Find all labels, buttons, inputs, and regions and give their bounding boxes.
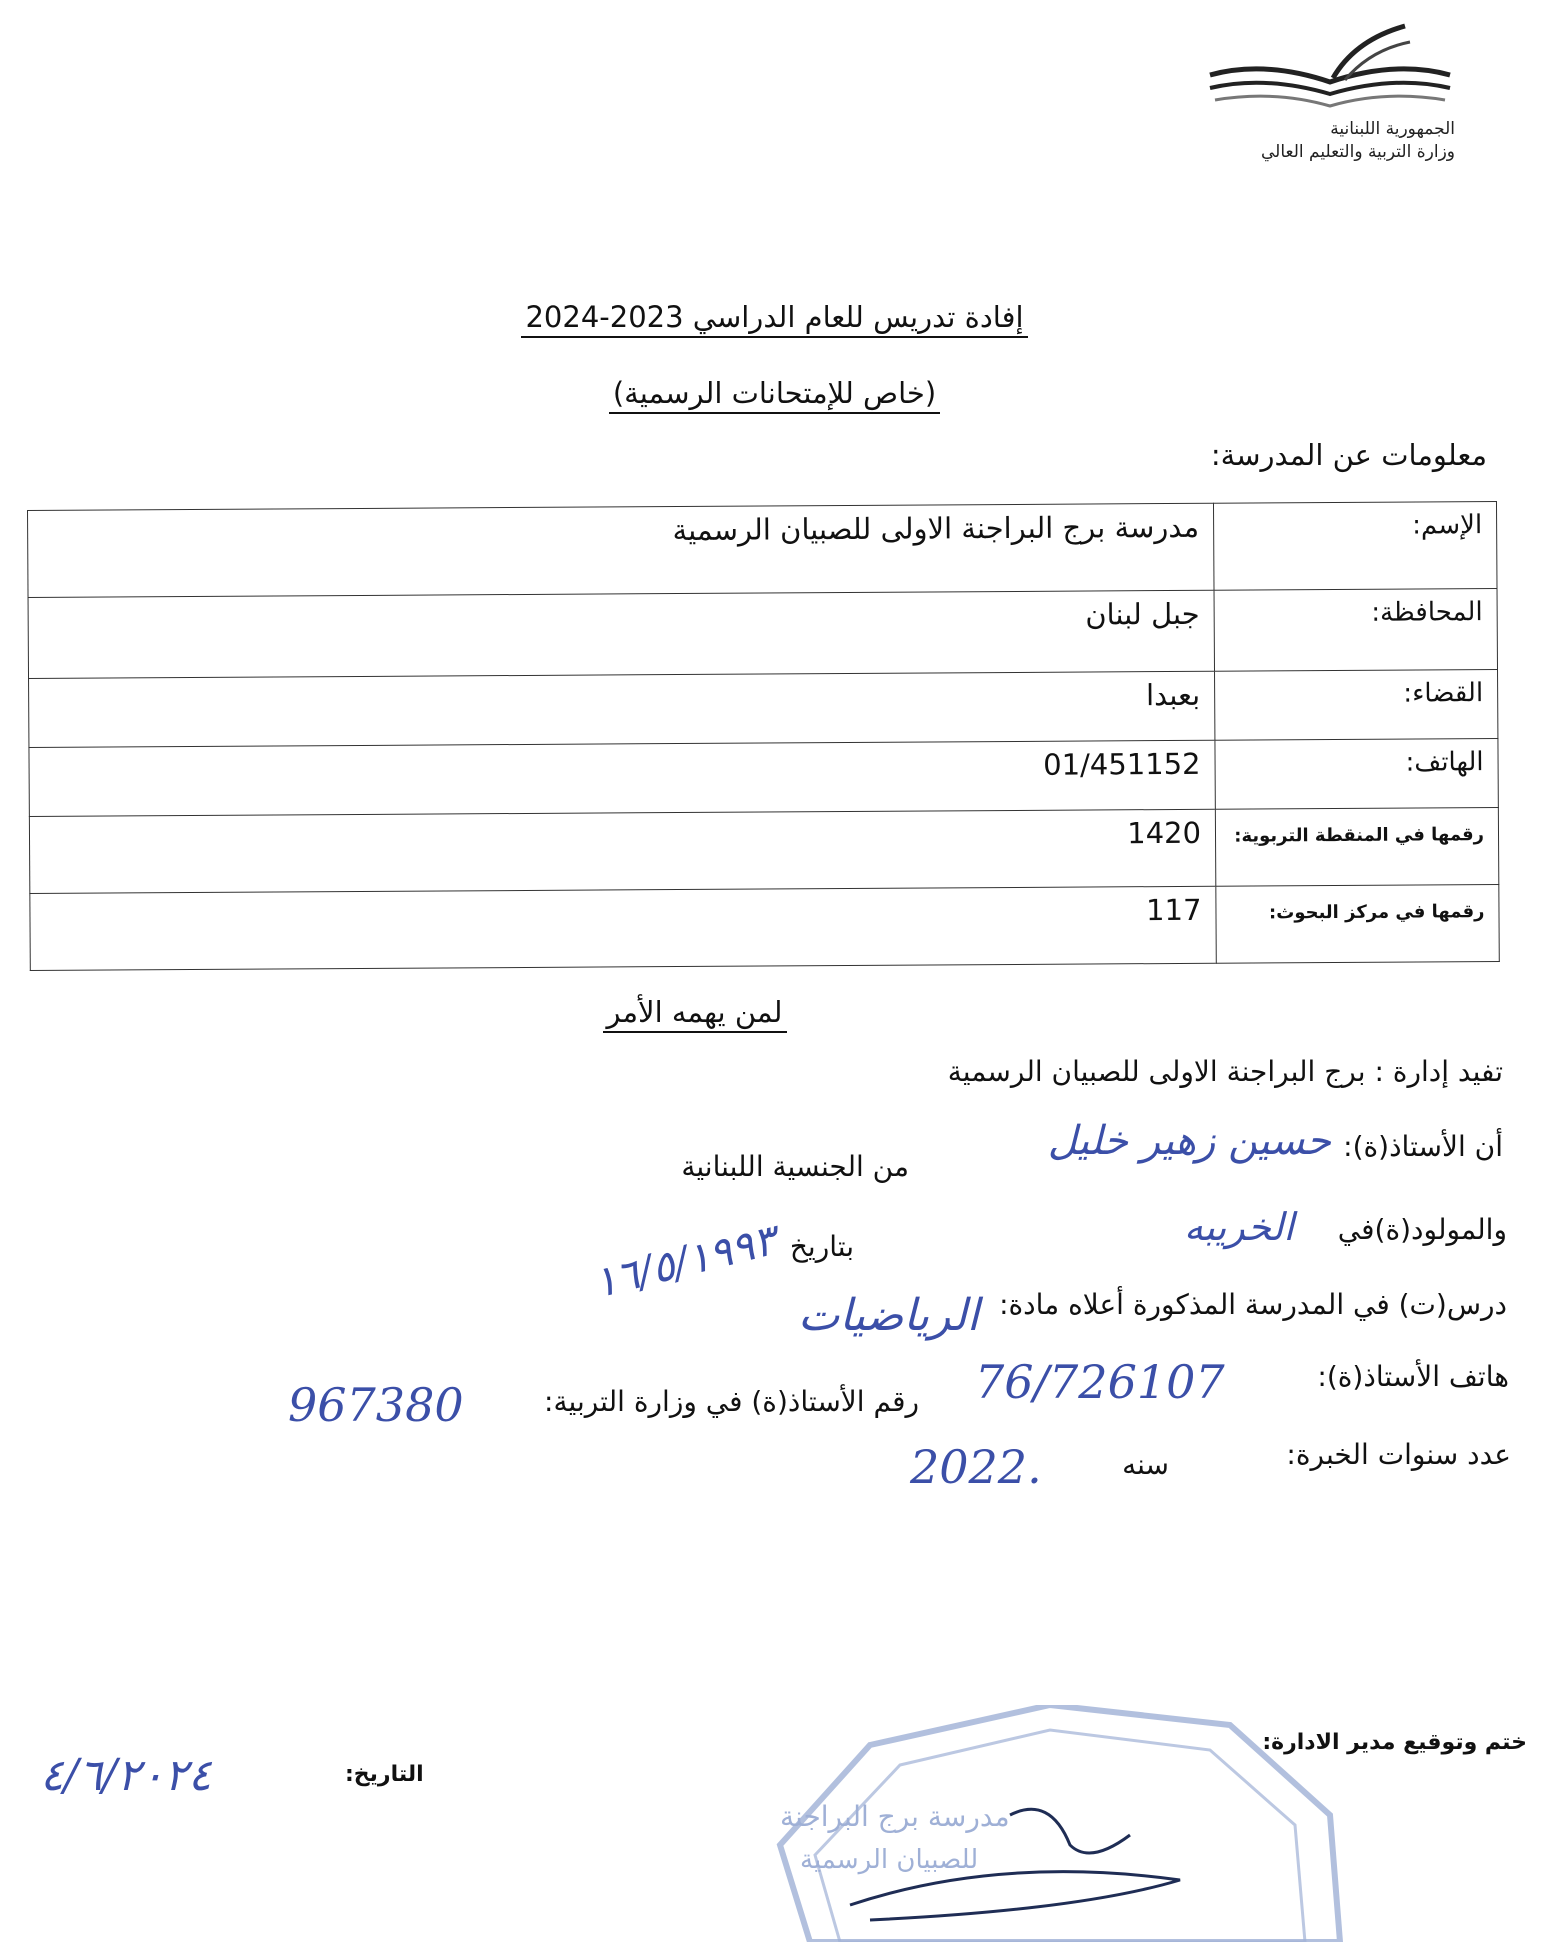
ministry-number: 967380 [288,1378,464,1432]
born-label: والمولود(ة)في [1337,1213,1507,1246]
row-label: الهاتف: [1215,739,1498,810]
row-value: جبل لبنان [28,590,1214,678]
ministry-number-label: رقم الأستاذ(ة) في وزارة التربية: [544,1385,919,1418]
row-label: الإسم: [1213,502,1497,591]
table-row [29,739,1498,817]
school-info-table [27,501,1500,971]
table-row [28,589,1497,679]
birth-date-label: بتاريخ [789,1230,854,1263]
date-label: التاريخ: [345,1762,424,1787]
row-label: القضاء: [1215,670,1498,741]
teacher-phone: 76/726107 [975,1355,1225,1409]
row-value: مدرسة برج البراجنة الاولى للصبيان الرسمية [28,503,1215,597]
row-value: 1420 [29,809,1215,893]
to-whom-heading: لمن يهمه الأمر [0,995,1469,1033]
document-subtitle: (خاص للإمتحانات الرسمية) [0,376,1549,414]
school-info-heading: معلومات عن المدرسة: [1210,438,1487,472]
nationality: من الجنسية اللبنانية [681,1150,909,1183]
signature-label: ختم وتوقيع مدير الادارة: [1262,1730,1527,1755]
row-value: 01/451152 [29,740,1215,816]
row-label: المحافظة: [1214,589,1497,672]
birth-date: ١٦/٥/١٩٩٣ [588,1215,781,1308]
teacher-name: حسين زهير خليل [1047,1118,1331,1164]
experience-label: عدد سنوات الخبرة: [1286,1438,1511,1471]
ministry-header [1135,118,1455,164]
ministry-name: وزارة التربية والتعليم العالي [1260,142,1455,162]
table-row [30,885,1499,971]
taught-subject-label: درس(ت) في المدرسة المذكورة أعلاه مادة: [999,1288,1507,1321]
document-title: إفادة تدريس للعام الدراسي 2023-2024 [0,300,1549,338]
stamp-text-2: للصبيان الرسمية [800,1845,979,1875]
teacher-label: أن الأستاذ(ة): [1343,1130,1503,1163]
table-row [29,670,1498,748]
experience-value: 2022. [910,1440,1042,1494]
teacher-phone-label: هاتف الأستاذ(ة): [1317,1360,1509,1393]
ministry-logo-icon [1205,20,1455,110]
stamp-text-1: مدرسة برج البراجنة [780,1800,1010,1833]
subject: الرياضيات [797,1290,979,1341]
table-row [28,502,1498,598]
date-value: ٤/٦/٢٠٢٤ [40,1750,212,1801]
table-row [29,808,1498,894]
birth-place: الخريبه [1183,1205,1294,1249]
row-label: رقمها في المنقطة التربوية: [1215,808,1498,887]
row-value: بعبدا [29,671,1215,747]
country-name: الجمهورية اللبنانية [1330,119,1455,139]
body-line-administration: تفيد إدارة : برج البراجنة الاولى للصبيان الرسمية [947,1055,1503,1088]
experience-unit: سنه [1122,1448,1169,1481]
row-value: 117 [30,886,1216,970]
row-label: رقمها في مركز البحوث: [1216,885,1499,964]
